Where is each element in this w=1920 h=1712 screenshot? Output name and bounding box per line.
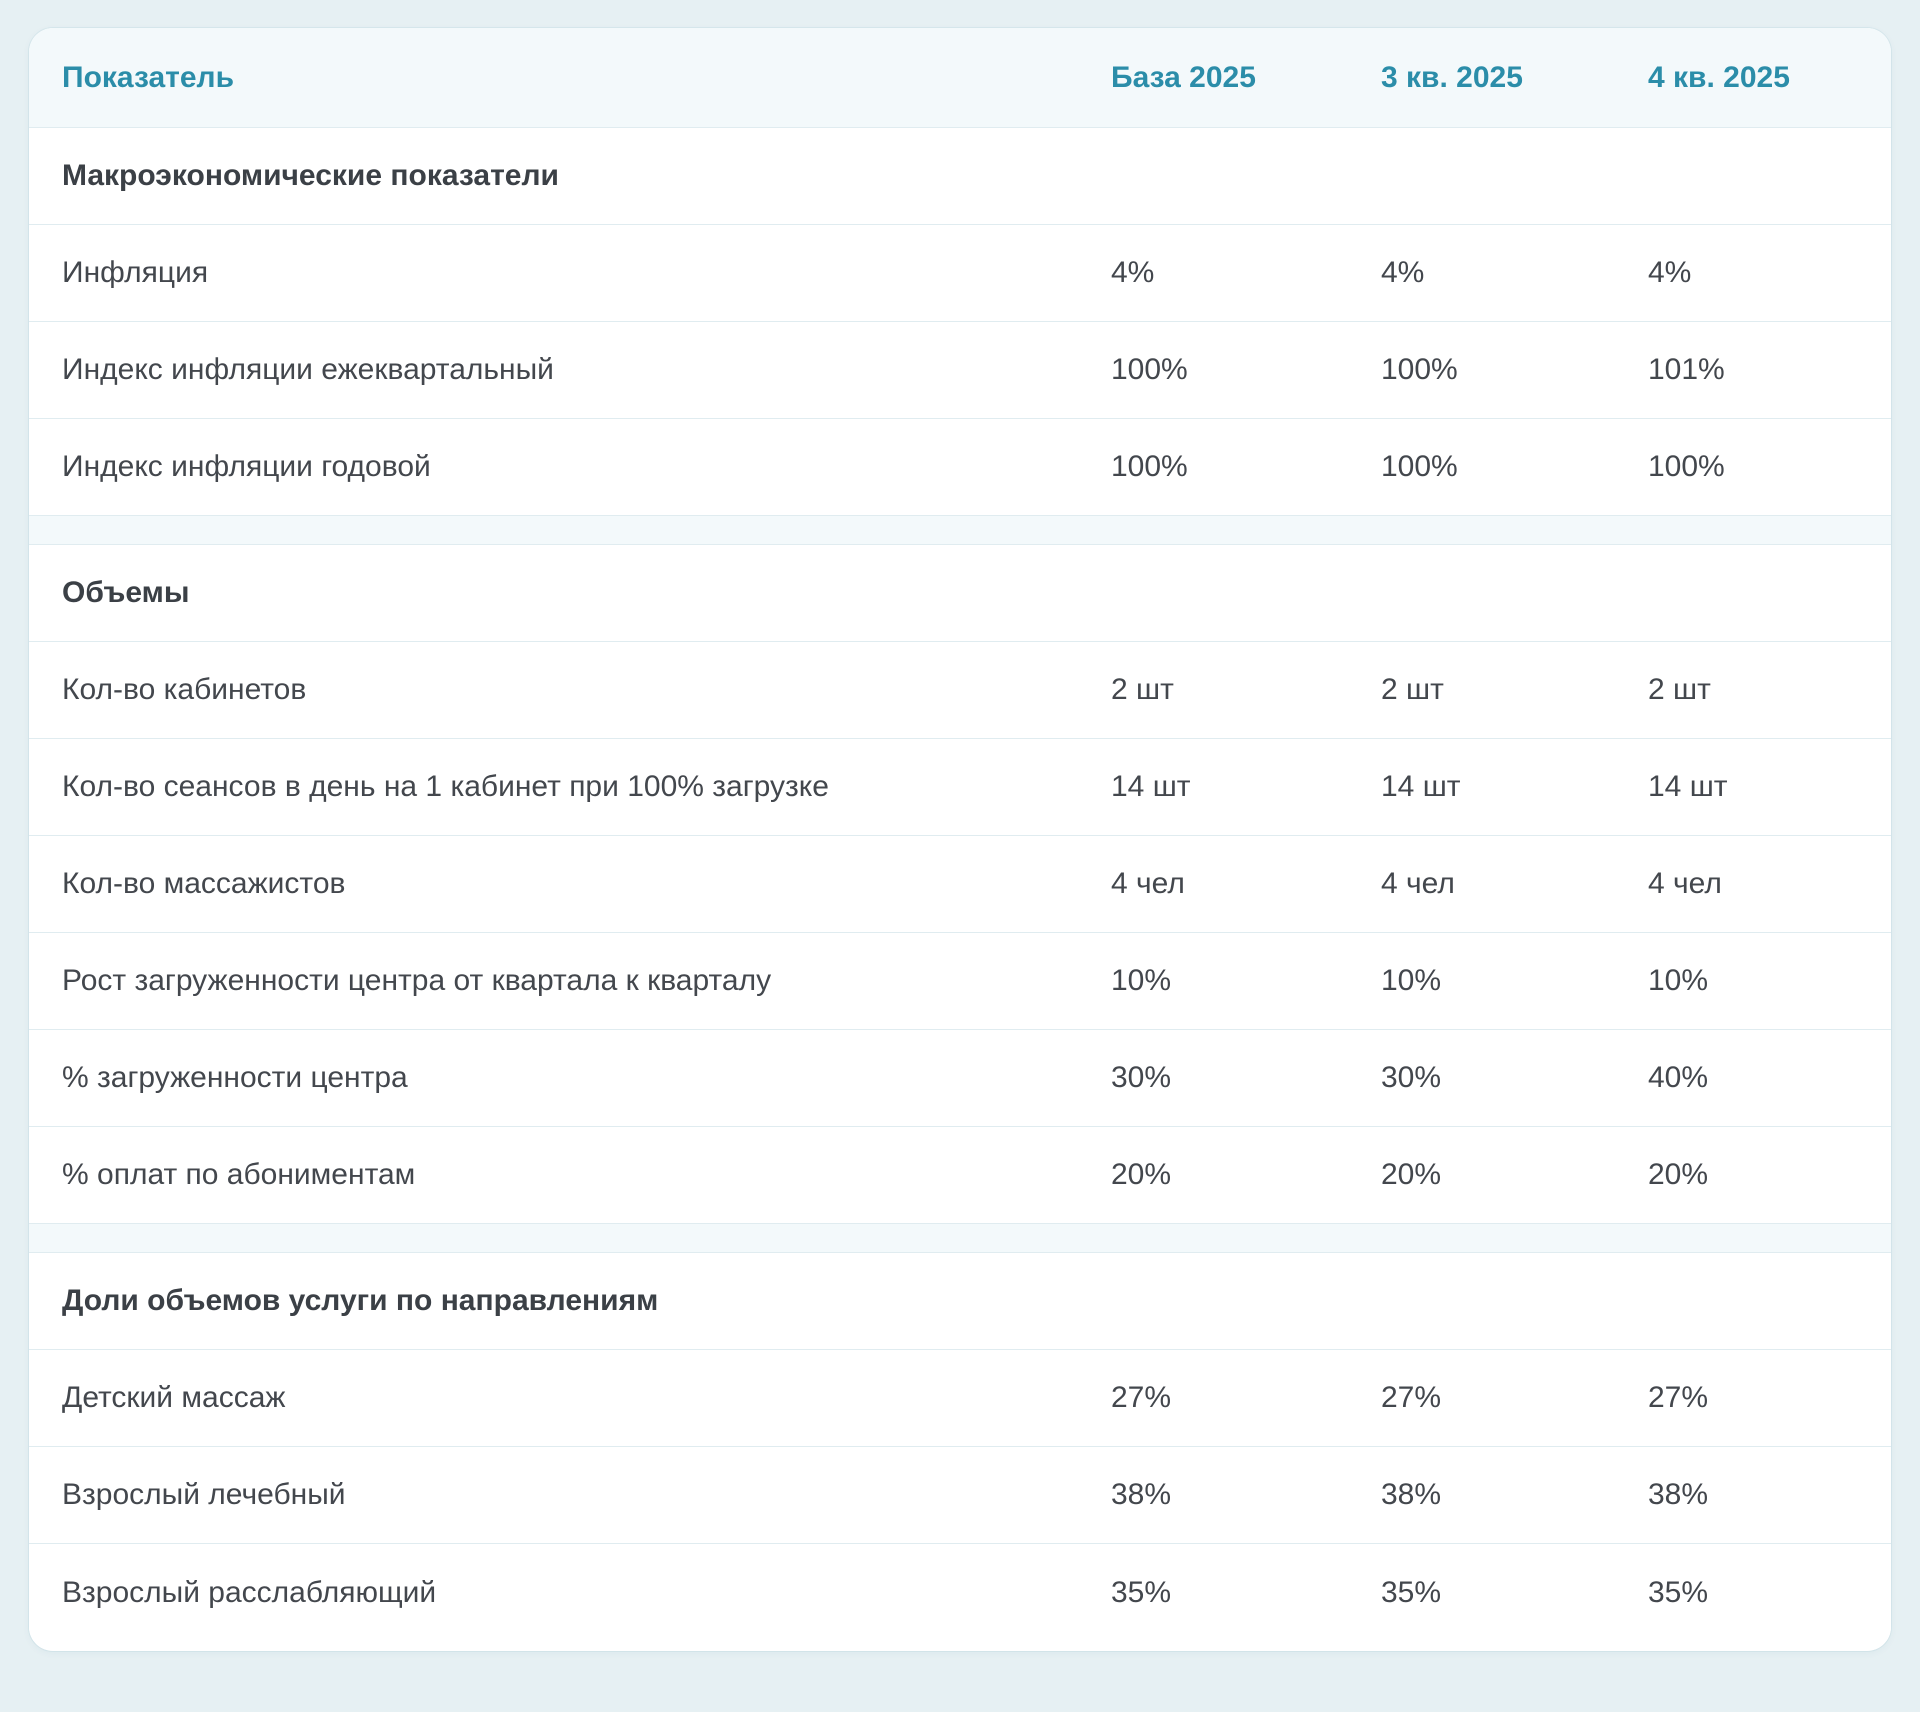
row-value-q4: 40%: [1648, 1061, 1709, 1095]
row-value-base: 20%: [1111, 1158, 1172, 1192]
row-value-q3: 27%: [1381, 1381, 1442, 1415]
row-label: Рост загруженности центра от квартала к кварталу: [62, 964, 772, 998]
row-label: Индекс инфляции ежеквартальный: [62, 353, 554, 387]
column-header-base-2025: База 2025: [1111, 60, 1256, 94]
row-value-base: 38%: [1111, 1478, 1172, 1512]
row-value-q3: 4%: [1381, 256, 1425, 290]
table-row: [29, 933, 1891, 1030]
row-value-q3: 38%: [1381, 1478, 1442, 1512]
row-value-q3: 2 шт: [1381, 673, 1444, 707]
table-body: [29, 128, 1891, 1641]
row-label: Кол-во сеансов в день на 1 кабинет при 100% загрузке: [62, 770, 829, 804]
row-value-base: 10%: [1111, 964, 1172, 998]
column-header-q4-2025: 4 кв. 2025: [1648, 60, 1790, 94]
section-header-row: [29, 128, 1891, 225]
row-label: Инфляция: [62, 256, 209, 290]
row-value-base: 4%: [1111, 256, 1155, 290]
row-label: Кол-во массажистов: [62, 867, 346, 901]
row-value-q4: 14 шт: [1648, 770, 1728, 804]
row-value-q3: 10%: [1381, 964, 1442, 998]
row-label: Детский массаж: [62, 1381, 286, 1415]
row-value-q3: 35%: [1381, 1575, 1442, 1609]
table-row: [29, 1447, 1891, 1544]
indicators-table-card: [29, 28, 1891, 1651]
section-spacer: [29, 1224, 1891, 1253]
row-value-base: 4 чел: [1111, 867, 1185, 901]
row-label: Взрослый расслабляющий: [62, 1575, 437, 1609]
row-value-base: 2 шт: [1111, 673, 1174, 707]
row-value-base: 35%: [1111, 1575, 1172, 1609]
table-row: [29, 642, 1891, 739]
table-row: [29, 1350, 1891, 1447]
section-title: Макроэкономические показатели: [62, 159, 559, 193]
row-value-q4: 38%: [1648, 1478, 1709, 1512]
row-value-q4: 4%: [1648, 256, 1692, 290]
row-value-q4: 100%: [1648, 450, 1725, 484]
row-value-base: 27%: [1111, 1381, 1172, 1415]
row-value-q3: 100%: [1381, 353, 1458, 387]
section-header-row: [29, 1253, 1891, 1350]
table-row: [29, 1030, 1891, 1127]
row-label: % загруженности центра: [62, 1061, 408, 1095]
section-title: Доли объемов услуги по направлениям: [62, 1284, 659, 1318]
row-value-base: 30%: [1111, 1061, 1172, 1095]
table-row: [29, 225, 1891, 322]
row-value-q4: 2 шт: [1648, 673, 1711, 707]
row-value-q3: 20%: [1381, 1158, 1442, 1192]
table-row: [29, 836, 1891, 933]
table-header-row: [29, 28, 1891, 128]
row-value-base: 100%: [1111, 450, 1188, 484]
row-value-q4: 10%: [1648, 964, 1709, 998]
table-row: [29, 739, 1891, 836]
row-value-q4: 35%: [1648, 1575, 1709, 1609]
table-row: [29, 1127, 1891, 1224]
column-header-indicator: Показатель: [62, 60, 235, 94]
row-value-q3: 14 шт: [1381, 770, 1461, 804]
row-label: Взрослый лечебный: [62, 1478, 346, 1512]
row-value-q4: 20%: [1648, 1158, 1709, 1192]
section-title: Объемы: [62, 576, 190, 610]
row-label: Индекс инфляции годовой: [62, 450, 431, 484]
column-header-q3-2025: 3 кв. 2025: [1381, 60, 1523, 94]
row-label: % оплат по абониментам: [62, 1158, 416, 1192]
section-spacer: [29, 516, 1891, 545]
row-value-q3: 4 чел: [1381, 867, 1455, 901]
row-value-q4: 101%: [1648, 353, 1725, 387]
table-row: [29, 419, 1891, 516]
row-label: Кол-во кабинетов: [62, 673, 307, 707]
table-row: [29, 322, 1891, 419]
row-value-q4: 4 чел: [1648, 867, 1722, 901]
row-value-q4: 27%: [1648, 1381, 1709, 1415]
section-header-row: [29, 545, 1891, 642]
row-value-q3: 30%: [1381, 1061, 1442, 1095]
row-value-q3: 100%: [1381, 450, 1458, 484]
table-row: [29, 1544, 1891, 1641]
row-value-base: 14 шт: [1111, 770, 1191, 804]
row-value-base: 100%: [1111, 353, 1188, 387]
